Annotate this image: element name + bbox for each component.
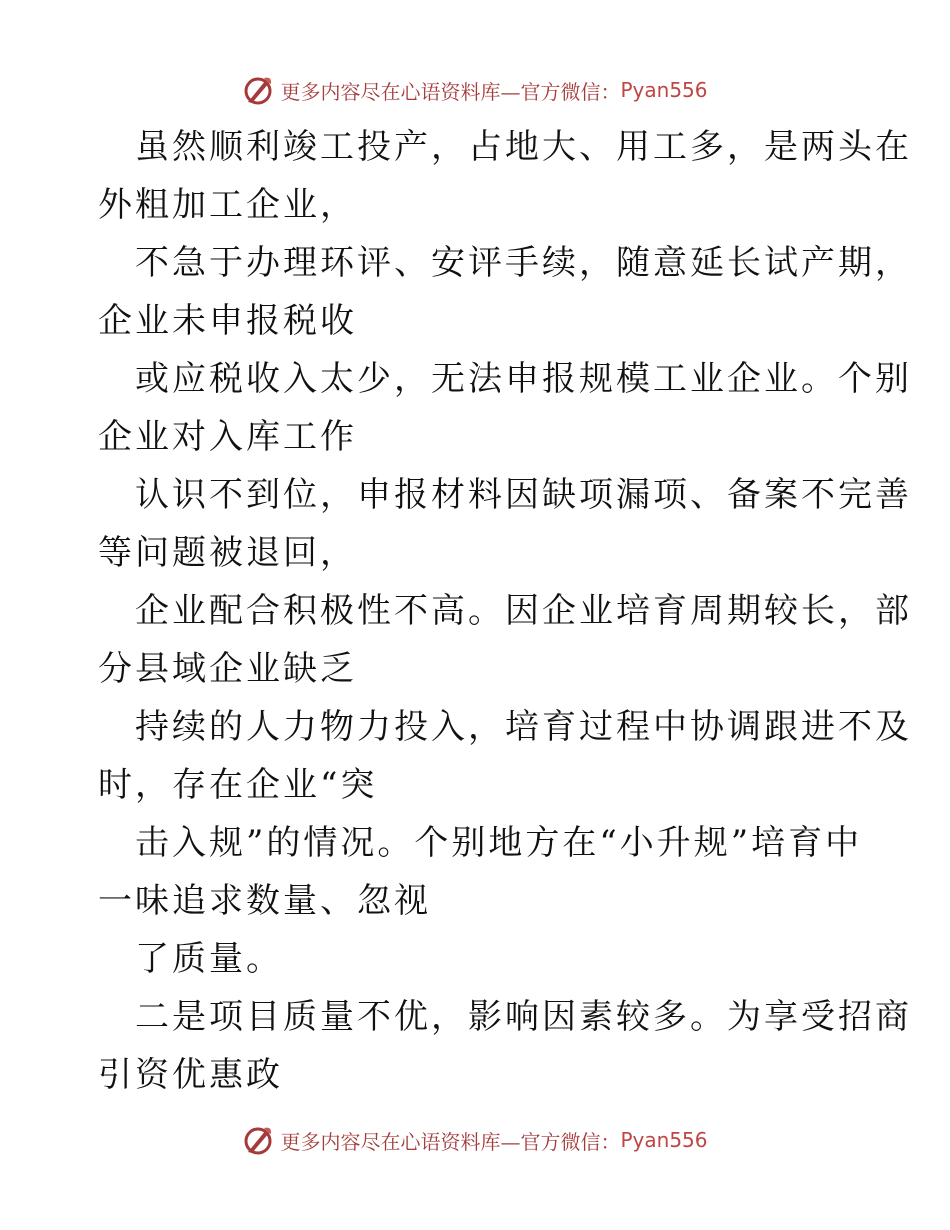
watermark-wechat-id: Pyan556 — [620, 1128, 708, 1152]
text-line: 外粗加工企业， — [98, 185, 357, 225]
text-line: 引资优惠政 — [98, 1055, 283, 1095]
quill-logo-icon — [242, 1124, 274, 1156]
text-line: 了质量。 — [135, 939, 283, 979]
text-line: 时，存在企业“突 — [98, 765, 378, 805]
watermark-text: 更多内容尽在心语资料库—官方微信： — [280, 79, 621, 104]
text-line: 持续的人力物力投入，培育过程中协调跟进不及 — [135, 707, 912, 747]
text-line: 不急于办理环评、安评手续，随意延长试产期， — [135, 243, 912, 283]
watermark-wechat-id: Pyan556 — [620, 78, 708, 102]
text-line: 虽然顺利竣工投产，占地大、用工多，是两头在 — [135, 127, 912, 167]
watermark-text: 更多内容尽在心语资料库—官方微信： — [280, 1129, 621, 1154]
text-line: 企业未申报税收 — [98, 301, 357, 341]
text-line: 分县域企业缺乏 — [98, 649, 357, 689]
text-line: 认识不到位，申报材料因缺项漏项、备案不完善 — [135, 475, 912, 515]
quill-logo-icon — [242, 74, 274, 106]
text-line: 等问题被退回， — [98, 533, 357, 573]
text-line: 击入规”的情况。个别地方在“小升规”培育中 — [135, 823, 863, 863]
text-line: 一味追求数量、忽视 — [98, 881, 431, 921]
text-line: 企业配合积极性不高。因企业培育周期较长，部 — [135, 591, 912, 631]
document-body — [98, 118, 912, 1104]
text-line: 或应税收入太少，无法申报规模工业企业。个别 — [135, 359, 912, 399]
header-watermark — [0, 70, 950, 110]
text-line: 二是项目质量不优，影响因素较多。为享受招商 — [135, 997, 912, 1037]
footer-watermark — [0, 1120, 950, 1160]
text-line: 企业对入库工作 — [98, 417, 357, 457]
